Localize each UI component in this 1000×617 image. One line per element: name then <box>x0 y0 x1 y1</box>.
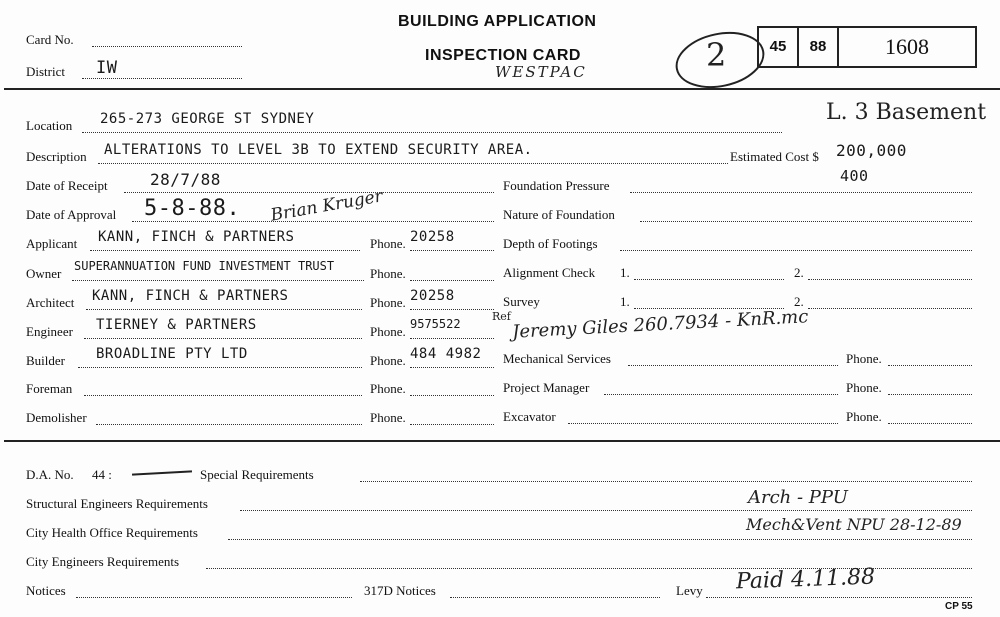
project-manager-phone-line <box>888 394 972 395</box>
foundation-pressure-label: Foundation Pressure <box>503 178 610 193</box>
level-note: L. 3 Basement <box>826 100 987 125</box>
builder-phone-label: Phone. <box>370 353 406 368</box>
approval-line <box>132 221 494 222</box>
applicant-phone-label: Phone. <box>370 236 406 251</box>
foundation-pressure-value: 400 <box>840 167 869 185</box>
applicant-phone-line <box>410 250 494 251</box>
header-rule <box>4 88 1000 90</box>
levy-value: Paid 4.11.88 <box>735 564 876 595</box>
owner-value: SUPERANNUATION FUND INVESTMENT TRUST <box>74 259 335 273</box>
engineer-phone-line <box>410 338 494 339</box>
special-line <box>360 481 972 482</box>
engineer-phone: 9575522 <box>410 317 461 331</box>
alignment-1-line <box>634 279 784 280</box>
alignment-2-label: 2. <box>794 265 804 280</box>
structural-value: Arch - PPU <box>748 487 848 508</box>
demolisher-phone-line <box>410 424 494 425</box>
project-manager-line <box>604 394 838 395</box>
special-label: Special Requirements <box>200 467 314 482</box>
demolisher-label: Demolisher <box>26 410 87 425</box>
engineer-line <box>84 338 362 339</box>
description-line <box>98 163 728 164</box>
builder-line <box>78 367 362 368</box>
title-building-application: BUILDING APPLICATION <box>398 13 597 30</box>
foreman-line <box>84 395 362 396</box>
city-engineers-label: City Engineers Requirements <box>26 554 180 569</box>
section-rule <box>4 440 1000 442</box>
approval-note: Brian Kruger <box>269 186 385 226</box>
nature-label: Nature of Foundation <box>503 207 615 222</box>
levy-label: Levy <box>676 583 703 598</box>
applicant-phone: 20258 <box>410 229 455 245</box>
card-no-label: Card No. <box>26 32 74 47</box>
alignment-label: Alignment Check <box>503 265 596 280</box>
alignment-1-label: 1. <box>620 265 630 280</box>
handwritten-westpac: WESTPAC <box>495 63 587 81</box>
owner-phone-line <box>410 280 494 281</box>
foreman-label: Foreman <box>26 381 73 396</box>
builder-value: BROADLINE PTY LTD <box>96 346 248 362</box>
health-value: Mech&Vent NPU 28-12-89 <box>746 515 962 534</box>
builder-phone-line <box>410 367 494 368</box>
owner-label: Owner <box>26 266 62 281</box>
title-inspection-card: INSPECTION CARD <box>425 47 581 64</box>
card-no-line <box>92 46 242 47</box>
builder-label: Builder <box>26 353 65 368</box>
applicant-value: KANN, FINCH & PARTNERS <box>98 229 295 245</box>
approval-label: Date of Approval <box>26 207 117 222</box>
builder-phone: 484 4982 <box>410 346 482 362</box>
location-line <box>82 132 782 133</box>
da-label: D.A. No. <box>26 467 74 482</box>
contact-note: Jeremy Giles 260.7934 - KnR.mc <box>511 306 809 343</box>
architect-label: Architect <box>26 295 75 310</box>
location-label: Location <box>26 118 73 133</box>
architect-phone-line <box>410 309 494 310</box>
da-value: 44 : <box>92 467 112 482</box>
depth-line <box>620 250 972 251</box>
architect-phone-label: Phone. <box>370 295 406 310</box>
description-label: Description <box>26 149 87 164</box>
estimated-cost-value: 200,000 <box>836 141 907 160</box>
survey-label: Survey <box>503 294 540 309</box>
box-b: 88 <box>797 26 839 68</box>
owner-line <box>72 280 364 281</box>
levy-line <box>706 597 972 598</box>
survey-2-label: 2. <box>794 294 804 309</box>
architect-phone: 20258 <box>410 288 455 304</box>
receipt-line <box>124 192 494 193</box>
circled-number: 2 <box>706 36 727 74</box>
structural-label: Structural Engineers Requirements <box>26 496 208 511</box>
health-label: City Health Office Requirements <box>26 525 198 540</box>
health-line <box>228 539 972 540</box>
box-a: 45 <box>757 26 799 68</box>
approval-value: 5-8-88. <box>144 196 241 221</box>
mechanical-line <box>628 365 838 366</box>
architect-line <box>86 309 362 310</box>
nature-line <box>640 221 972 222</box>
demolisher-phone-label: Phone. <box>370 410 406 425</box>
ref-note: Ref <box>492 310 511 323</box>
engineer-value: TIERNEY & PARTNERS <box>96 317 257 333</box>
architect-value: KANN, FINCH & PARTNERS <box>92 288 289 304</box>
applicant-label: Applicant <box>26 236 78 251</box>
excavator-label: Excavator <box>503 409 556 424</box>
demolisher-line <box>96 424 362 425</box>
depth-label: Depth of Footings <box>503 236 598 251</box>
receipt-label: Date of Receipt <box>26 178 108 193</box>
mechanical-label: Mechanical Services <box>503 351 611 366</box>
excavator-line <box>568 423 838 424</box>
da-dash-mark <box>132 470 192 475</box>
applicant-line <box>90 250 360 251</box>
structural-line <box>240 510 972 511</box>
alignment-2-line <box>808 279 972 280</box>
mechanical-phone-label: Phone. <box>846 351 882 366</box>
excavator-phone-line <box>888 423 972 424</box>
notices-317d-line <box>450 597 660 598</box>
survey-1-label: 1. <box>620 294 630 309</box>
card-number-box: 1608 <box>837 26 977 68</box>
foreman-phone-line <box>410 395 494 396</box>
notices-line <box>76 597 352 598</box>
project-manager-label: Project Manager <box>503 380 590 395</box>
notices-317d-label: 317D Notices <box>364 583 436 598</box>
form-code: CP 55 <box>945 601 973 612</box>
engineer-phone-label: Phone. <box>370 324 406 339</box>
location-value: 265-273 GEORGE ST SYDNEY <box>100 111 315 127</box>
receipt-value: 28/7/88 <box>150 170 221 189</box>
description-value: ALTERATIONS TO LEVEL 3B TO EXTEND SECURITY AREA. <box>104 142 533 158</box>
engineer-label: Engineer <box>26 324 73 339</box>
mechanical-phone-line <box>888 365 972 366</box>
survey-2-line <box>808 308 972 309</box>
project-manager-phone-label: Phone. <box>846 380 882 395</box>
district-line <box>82 78 242 79</box>
owner-phone-label: Phone. <box>370 266 406 281</box>
notices-label: Notices <box>26 583 66 598</box>
foreman-phone-label: Phone. <box>370 381 406 396</box>
excavator-phone-label: Phone. <box>846 409 882 424</box>
district-value: IW <box>96 58 118 78</box>
estimated-cost-label: Estimated Cost $ <box>730 149 819 164</box>
foundation-pressure-line <box>630 192 972 193</box>
district-label: District <box>26 64 65 79</box>
